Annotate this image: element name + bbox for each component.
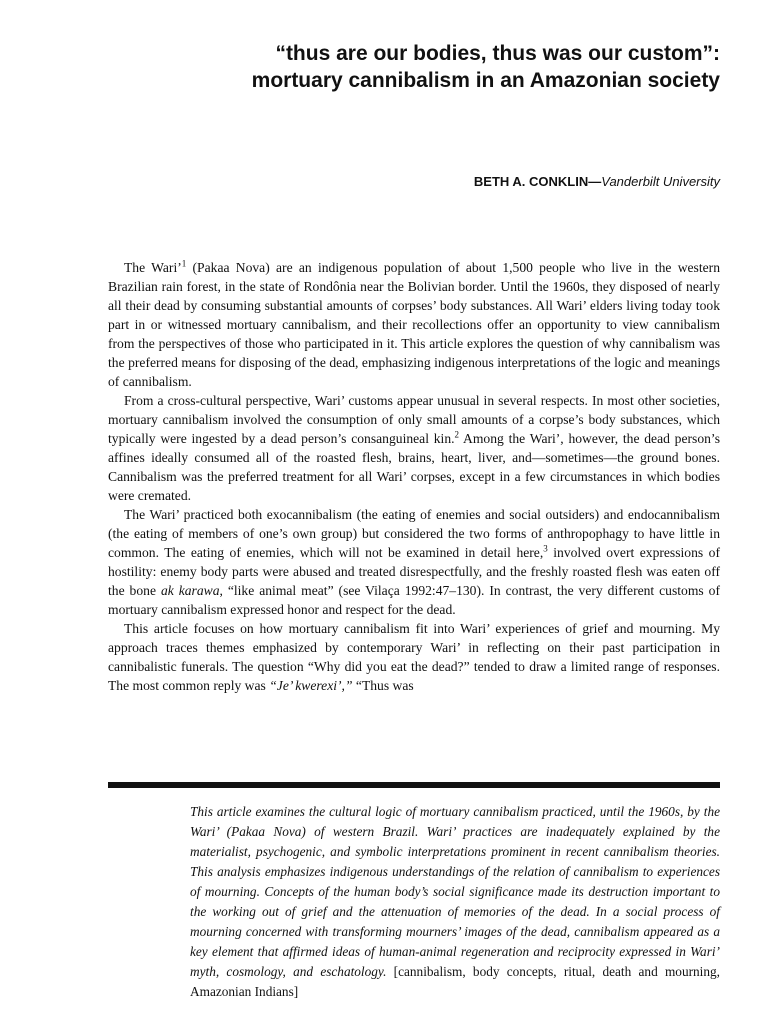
p3-text-a: The Wari’ practiced both exocannibalism (the eating of enemies and social outsiders) and endocannibalism (the eating of members of one’s own group) but considered the two forms of anthropophagy to have little in common. The eating of enemies, which will not be examined in detail here, — [108, 507, 720, 560]
author-byline — [474, 174, 720, 189]
p4-italic-quote: “Je’ kwerexi’,” — [269, 678, 353, 693]
p3-text-c: , “like animal meat” (see Vilaça 1992:47–130). In contrast, the very different customs of mortuary cannibalism expressed honor and respect for the dead. — [108, 583, 720, 617]
p3-italic-term: ak karawa — [160, 583, 220, 598]
section-divider-rule — [108, 782, 720, 788]
p2-text-a: From a cross-cultural perspective, Wari’ customs appear unusual in several respects. In most other societies, mortuary cannibalism involved the consumption of only small amounts of a corpse’s body substances, which typically were ingested by a dead person’s consanguineal kin. — [108, 393, 720, 446]
paragraph-2 — [108, 391, 720, 505]
p4-text-a: This article focuses on how mortuary cannibalism fit into Wari’ experiences of grief and mourning. My approach traces themes emphasized by contemporary Wari’ in reflecting on their past participation in cannibalistic funerals. The question “Why did you eat the dead?” tended to draw a limited range of responses. The most common reply was — [108, 621, 720, 693]
paragraph-1 — [108, 258, 720, 391]
title-line-1: “thus are our bodies, thus was our custom”: — [275, 42, 720, 65]
author-name: BETH A. CONKLIN— — [473, 174, 602, 189]
paragraph-4 — [108, 619, 720, 695]
abstract-keywords: [cannibalism, body concepts, ritual, death and mourning, Amazonian Indians] — [190, 964, 720, 999]
footnote-ref-3: 3 — [543, 543, 548, 554]
article-body — [108, 258, 720, 695]
footnote-ref-1: 1 — [181, 258, 187, 269]
p4-text-b: “Thus was — [352, 678, 414, 693]
p2-text-b: Among the Wari’, however, the dead person’s affines ideally consumed all of the roasted flesh, brains, heart, liver, and—sometimes—the ground bones. Cannibalism was the preferred treatment for all Wari’ corpses, except in a few circumstances in which bodies were cremated. — [108, 431, 720, 503]
abstract — [190, 802, 720, 1002]
article-title — [150, 40, 720, 94]
p1-text-a: The Wari’ — [124, 260, 182, 275]
p3-text-b: involved overt expressions of hostility: enemy body parts were abused and treated disrespectfully, and the freshly roasted flesh was eaten off the bone — [108, 545, 720, 598]
p1-text-b: (Pakaa Nova) are an indigenous population of about 1,500 people who live in the western Brazilian rain forest, in the state of Rondônia near the Bolivian border. Until the 1960s, they disposed of nearly all their dead by consuming substantial amounts of corpses’ body substances. All Wari’ elders living today took part in or witnessed mortuary cannibalism, and their recollections offer an opportunity to view cannibalism from the perspectives of those who participated in it. This article explores the question of why cannibalism was the preferred means for disposing of the dead, emphasizing indigenous interpretations of the logic and meanings of cannibalism. — [108, 260, 720, 389]
paragraph-3 — [108, 505, 720, 619]
author-affiliation: Vanderbilt University — [601, 174, 720, 189]
title-line-2: mortuary cannibalism in an Amazonian society — [251, 69, 720, 92]
abstract-text: This article examines the cultural logic of mortuary cannibalism practiced, until the 1960s, by the Wari’ (Pakaa Nova) of western Brazil. Wari’ practices are inadequately explained by the materialist, psychogenic, and symbolic interpretations prominent in recent cannibalism theories. This analysis emphasizes indigenous understandings of the relation of cannibalism to experiences of mourning. Concepts of the human body’s social significance made its destruction important to the working out of grief and the attenuation of memories of the dead. In a social process of mourning concerned with transforming mourners’ images of the dead, cannibalism appeared as a key element that affirmed ideas of human-animal regeneration and reciprocity expressed in Wari’ myth, cosmology, and eschatology. — [190, 804, 720, 979]
footnote-ref-2: 2 — [454, 429, 460, 440]
